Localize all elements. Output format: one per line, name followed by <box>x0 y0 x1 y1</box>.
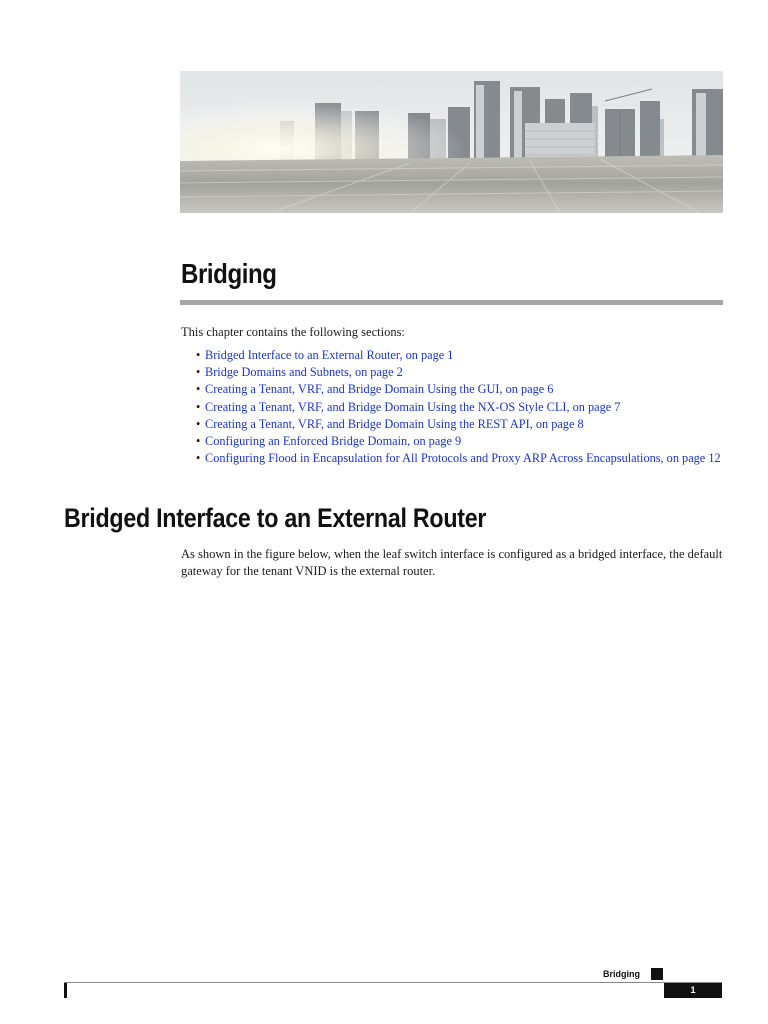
toc-item <box>196 433 726 450</box>
toc-link-create-gui[interactable]: Creating a Tenant, VRF, and Bridge Domain Using the GUI, on page 6 <box>205 382 554 397</box>
section-body: As shown in the figure below, when the leaf switch interface is configured as a bridged interface, the default gateway for the tenant VNID is the external router. <box>181 547 723 578</box>
footer-marker <box>651 968 663 980</box>
toc-item <box>196 381 726 398</box>
chapter-banner-image <box>180 71 723 213</box>
toc-link-bridge-domains[interactable]: Bridge Domains and Subnets, on page 2 <box>205 365 403 380</box>
footer-chapter-label: Bridging <box>603 969 640 979</box>
toc-item <box>196 399 726 416</box>
chapter-title: Bridging <box>181 258 277 289</box>
section-title: Bridged Interface to an External Router <box>64 503 487 533</box>
toc-item <box>196 450 726 467</box>
section-list <box>196 347 726 467</box>
toc-link-enforced-bd[interactable]: Configuring an Enforced Bridge Domain, on page 9 <box>205 434 462 449</box>
toc-link-bridged-interface[interactable]: Bridged Interface to an External Router, on page 1 <box>205 348 454 362</box>
toc-item <box>196 364 726 381</box>
toc-item <box>196 416 726 433</box>
toc-item <box>196 347 726 364</box>
footer-divider <box>64 982 722 983</box>
title-divider <box>180 300 723 305</box>
toc-link-flood-encapsulation[interactable]: Configuring Flood in Encapsulation for All Protocols and Proxy ARP Across Encapsulations, on page 12 <box>205 451 721 466</box>
chapter-intro: This chapter contains the following sections: <box>181 325 405 339</box>
page-number: 1 <box>664 983 722 998</box>
toc-link-create-cli[interactable]: Creating a Tenant, VRF, and Bridge Domain Using the NX-OS Style CLI, on page 7 <box>205 399 621 414</box>
footer-left-tick <box>64 983 67 998</box>
toc-link-create-rest[interactable]: Creating a Tenant, VRF, and Bridge Domain Using the REST API, on page 8 <box>205 416 584 431</box>
